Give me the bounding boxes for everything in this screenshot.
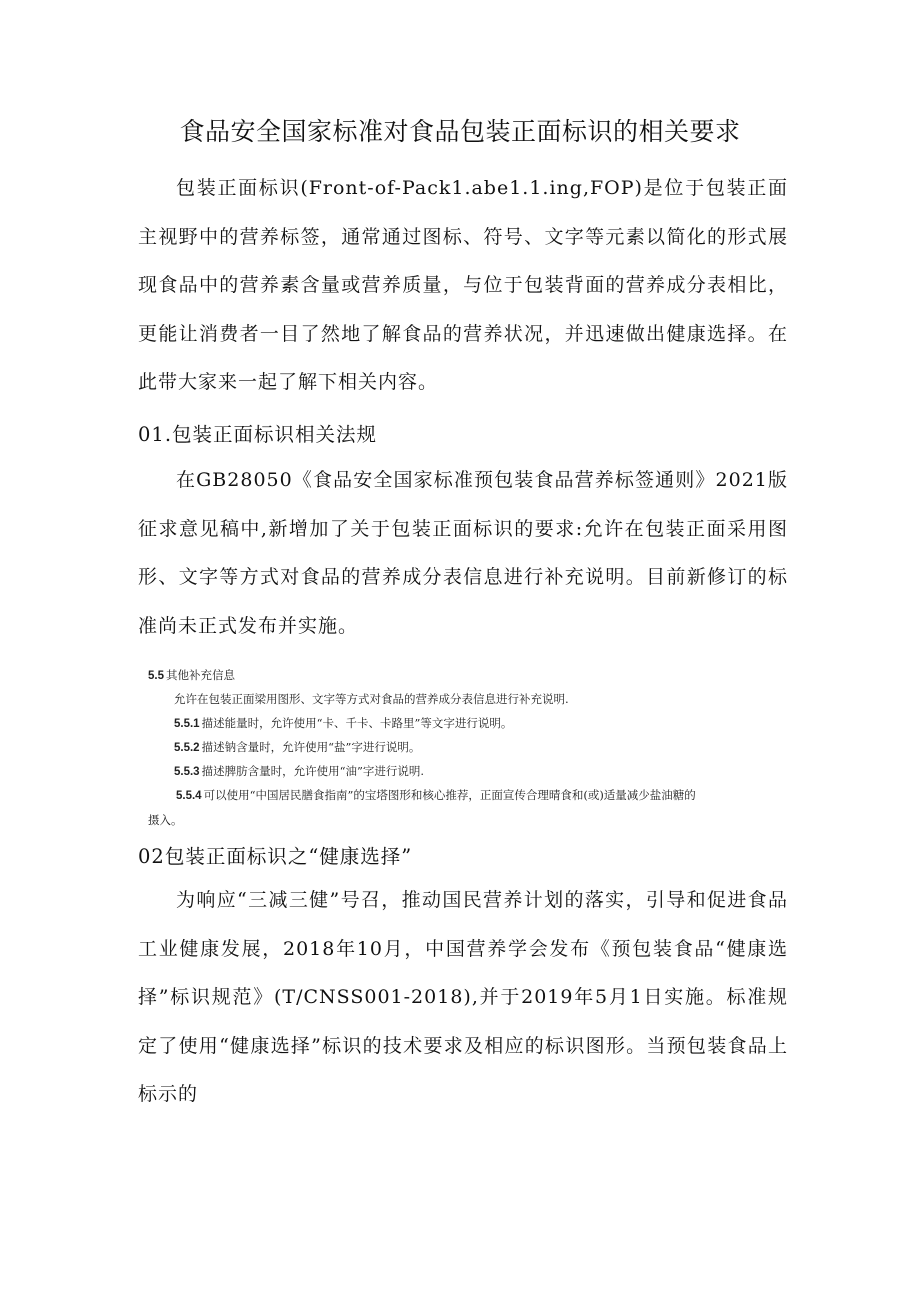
clause-item xyxy=(148,784,793,808)
document-title: 食品安全国家标准对食品包装正面标识的相关要求 xyxy=(179,117,741,146)
clause-item-number: 5.5.4 xyxy=(176,790,202,803)
clause-item-text: 描述钠含量时，允许使用“盐”字进行说明。 xyxy=(201,739,421,754)
section2-paragraph: 为响应“三减三健”号召，推动国民营养计划的落实，引导和促进食品工业健康发展，2018年10月，中国营养学会发布《预包装食品“健康选择”标识规范》(T/CNSS001-2018),并于2019年5月1日实施。标准规定了使用“健康选择”标识的技术要求及相应的标识图形。当预包装食品上标示的 xyxy=(138,889,788,1105)
standard-clause-excerpt xyxy=(148,664,793,832)
intro-paragraph: 包装正面标识(Front-of-Pack1.abe1.1.ing,FOP)是位于包装正面主视野中的营养标签，通常通过图标、符号、文字等元素以简化的形式展现食品中的营养素含量或营养质量，与位于包装背面的营养成分表相比，更能让消费者一目了然地了解食品的营养状况，并迅速做出健康选择。在此带大家来一起了解下相关内容。 xyxy=(138,177,788,393)
section1-paragraph: 在GB28050《食品安全国家标准预包装食品营养标签通则》2021版征求意见稿中,新增加了关于包装正面标识的要求:允许在包装正面采用图形、文字等方式对食品的营养成分表信息进行补充说明。目前新修订的标准尚未正式发布并实施。 xyxy=(138,469,788,637)
clause-item xyxy=(148,736,793,760)
clause-item-number: 5.5.3 xyxy=(174,766,200,779)
section1-heading: 01.包装正面标识相关法规 xyxy=(138,423,378,446)
clause-heading xyxy=(148,664,793,688)
clause-item xyxy=(148,712,793,736)
clause-item xyxy=(148,760,793,784)
clause-item-number: 5.5.1 xyxy=(174,717,200,730)
clause-item-text: 可以使用“中国居民膳食指南”的宝塔图形和核心推荐，正面宣传合理晴食和(或)适量减少盐油糖的 xyxy=(203,788,696,803)
clause-number: 5.5 xyxy=(148,670,164,682)
clause-item-number: 5.5.2 xyxy=(174,741,200,754)
clause-heading-text: 其他补充信息 xyxy=(166,668,235,682)
section2-heading: 02包装正面标识之“健康选择” xyxy=(138,845,413,868)
clause-item-continuation: 摄入。 xyxy=(148,812,183,827)
clause-item-text: 描述脾肪含量时，允许使用“油”字进行说明. xyxy=(201,764,424,779)
clause-item-text: 描述能量时，允许使用“卡、千卡、卡路里”等文字进行说明。 xyxy=(201,715,513,730)
clause-intro: 允许在包装正面梁用图形、文字等方式对食品的营养成分表信息进行补充说明. xyxy=(174,692,569,707)
